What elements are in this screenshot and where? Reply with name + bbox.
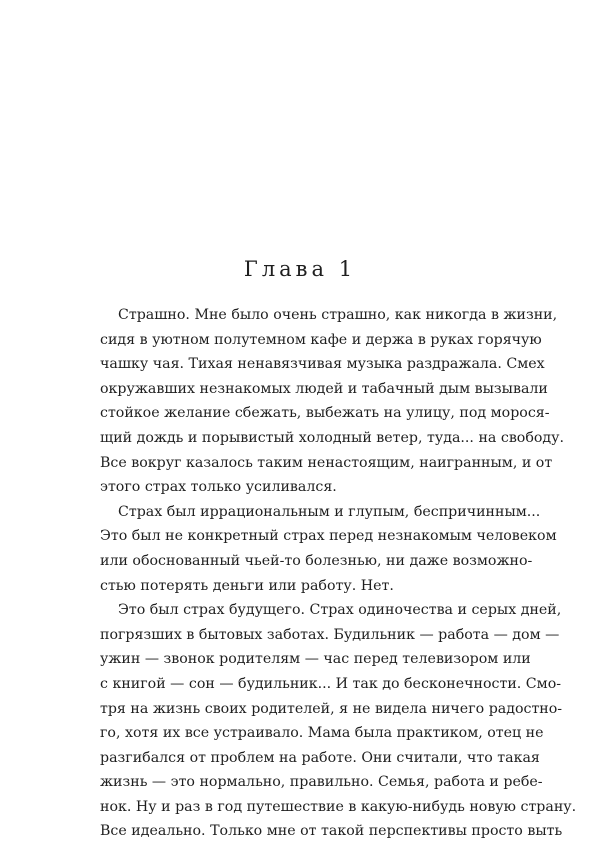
text-line: тря на жизнь своих родителей, я не видела ничего радостно- — [100, 700, 563, 717]
chapter-title: Глава 1 — [243, 257, 357, 281]
text-line: нок. Ну и раз в год путешествие в какую-нибудь новую страну. — [100, 798, 577, 815]
text-line: стойкое желание сбежать, выбежать на улицу, под морося- — [100, 405, 550, 422]
text-line: щий дождь и порывистый холодный ветер, туда... на свободу. — [100, 429, 565, 446]
paragraph-2 — [100, 500, 557, 598]
text-line: жизнь — это нормально, правильно. Семья, работа и ребе- — [100, 774, 543, 791]
text-line: погрязших в бытовых заботах. Будильник — работа — дом — — [100, 626, 560, 643]
text-line: Страх был иррациональным и глупым, беспричинным... — [118, 503, 541, 520]
text-line: Это был страх будущего. Страх одиночества и серых дней, — [118, 602, 562, 619]
paragraph-1 — [100, 303, 565, 500]
text-line: чашку чая. Тихая ненавязчивая музыка раздражала. Смех — [100, 356, 545, 373]
text-line: разгибался от проблем на работе. Они считали, что такая — [100, 749, 540, 766]
text-line: Страшно. Мне было очень страшно, как никогда в жизни, — [118, 307, 558, 323]
chapter-body — [100, 303, 577, 844]
text-line: го, хотя их все устраивало. Мама была практиком, отец не — [100, 725, 544, 742]
text-line: Все идеально. Только мне от такой перспективы просто выть — [100, 823, 563, 840]
text-line: этого страх только усиливался. — [100, 479, 337, 496]
text-line: окружавших незнакомых людей и табачный дым вызывали — [100, 380, 548, 397]
paragraph-3 — [100, 598, 577, 844]
text-line: Все вокруг казалось таким ненастоящим, наигранным, и от — [100, 454, 553, 471]
text-line: Это был не конкретный страх перед незнакомым человеком — [100, 528, 557, 545]
text-line: с книгой — сон — будильник... И так до бесконечности. Смо- — [100, 675, 562, 692]
text-line: стью потерять деньги или работу. Нет. — [100, 577, 394, 594]
text-line: ужин — звонок родителям — час перед телевизором или — [100, 651, 531, 668]
text-line: или обоснованный чьей-то болезнью, ни даже возможно- — [100, 552, 533, 569]
text-line: сидя в уютном полутемном кафе и держа в руках горячую — [100, 331, 542, 348]
